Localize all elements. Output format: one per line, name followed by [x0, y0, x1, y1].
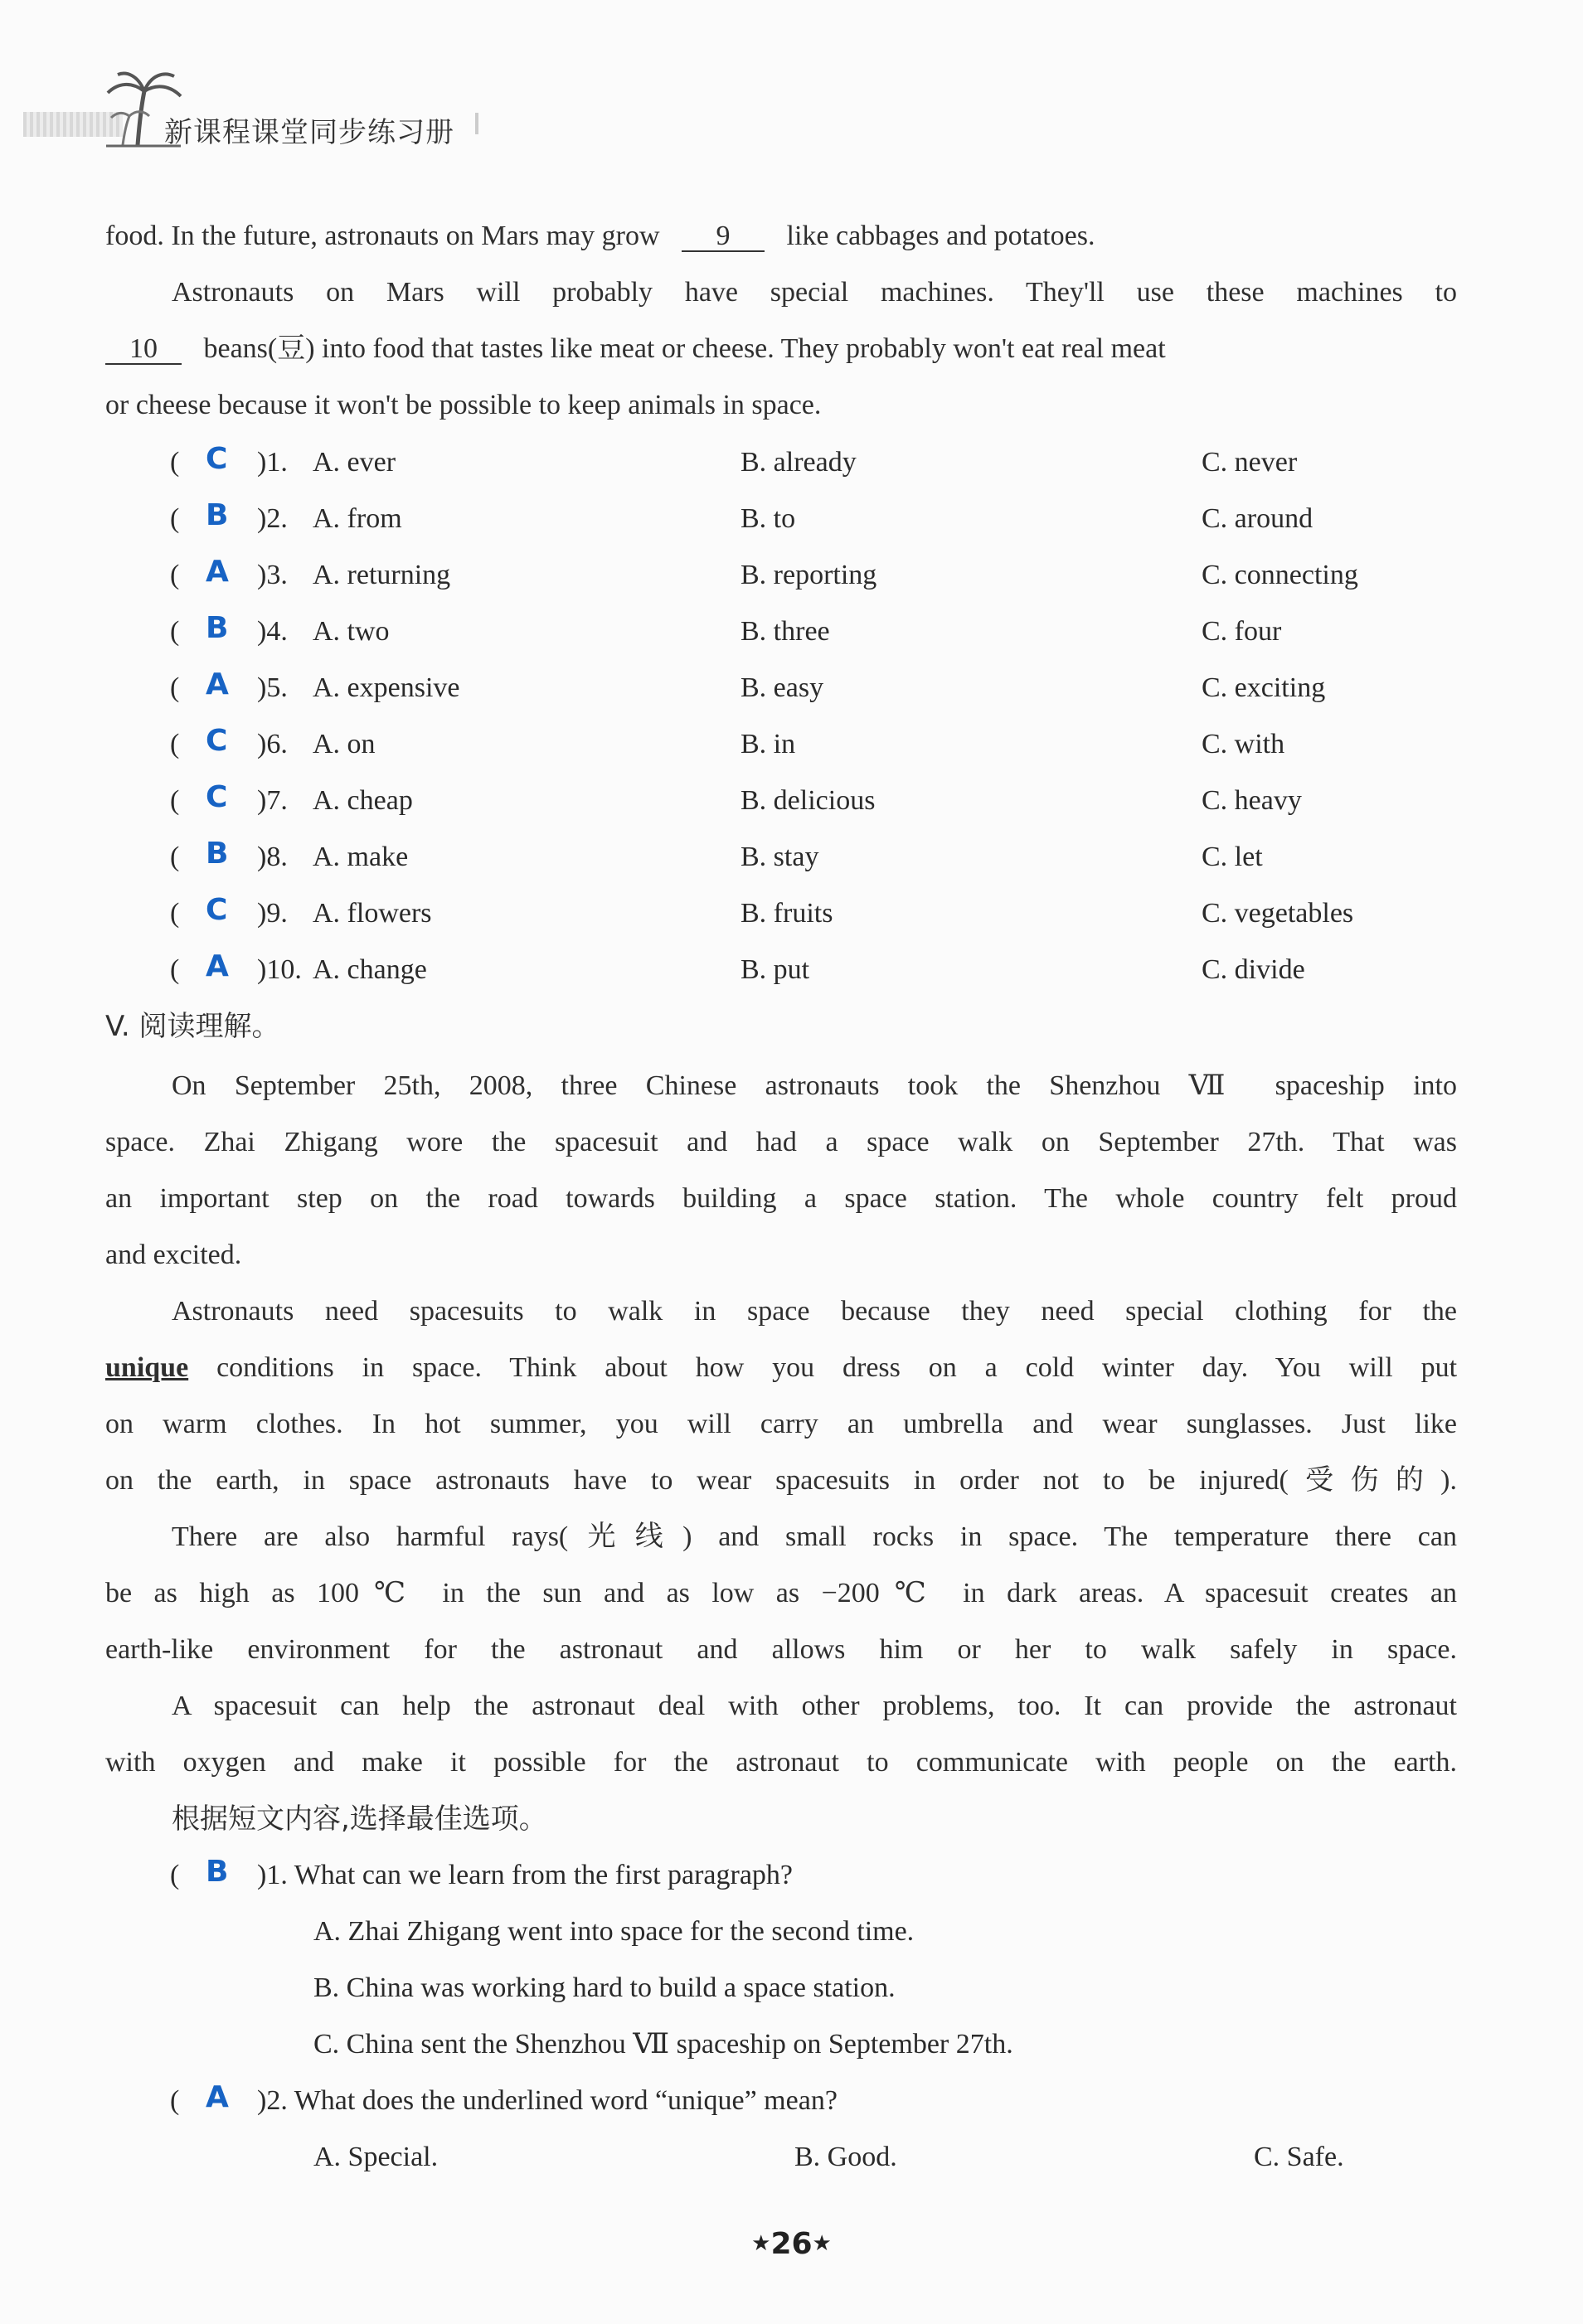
cloze-blank-9: 9	[682, 222, 765, 252]
passage-line: on the earth, in space astronauts have to wear spacesuits in order not to be injured(受伤的).	[105, 1465, 1457, 1496]
option-a: A. on	[313, 729, 376, 759]
option-a: A. expensive	[313, 672, 460, 703]
option-c: C. vegetables	[1202, 898, 1354, 929]
option-c: C. around	[1202, 503, 1314, 534]
passage-line: on warm clothes. In hot summer, you will carry an umbrella and wear sunglasses. Just like	[105, 1409, 1457, 1439]
passage-text: like cabbages and potatoes.	[786, 221, 1095, 251]
choice-b: B. China was working hard to build a space station.	[313, 1972, 896, 2003]
question-number: )7.	[257, 785, 288, 816]
answer-mark: C	[206, 780, 228, 814]
choice-c: C. China sent the Shenzhou Ⅶ spaceship on September 27th.	[313, 2029, 1013, 2060]
passage-line: an important step on the road towards building a space station. The whole country felt proud	[105, 1183, 1457, 1214]
passage-line: space. Zhai Zhigang wore the spacesuit and had a space walk on September 27th. That was	[105, 1127, 1457, 1157]
page-header	[23, 66, 521, 149]
option-a: A. ever	[313, 447, 396, 478]
passage-text: conditions in space. Think about how you dress on a cold winter day. You will put	[216, 1352, 1457, 1383]
option-c: C. with	[1202, 729, 1285, 759]
question-number: )2.	[257, 503, 288, 534]
passage-line	[105, 1351, 1457, 1385]
passage-line: be as high as 100℃ in the sun and as low as −200℃ in dark areas. A spacesuit creates an	[105, 1578, 1457, 1608]
book-title: 新课程课堂同步练习册	[164, 116, 454, 149]
cloze-option-row: ( C )1. A. ever B. already C. never	[170, 444, 1439, 481]
passage-line	[105, 220, 1457, 253]
answer-mark: A	[206, 2080, 229, 2114]
cloze-option-row: ( A )5. A. expensive B. easy C. exciting	[170, 670, 1439, 706]
reading-instruction: 根据短文内容,选择最佳选项。	[172, 1802, 547, 1836]
option-a: A. cheap	[313, 785, 413, 816]
page-number	[0, 2227, 1583, 2261]
cloze-option-row: ( B )4. A. two B. three C. four	[170, 614, 1439, 650]
cloze-option-row: ( A )10. A. change B. put C. divide	[170, 952, 1439, 988]
option-a: A. two	[313, 616, 390, 647]
passage-line: A spacesuit can help the astronaut deal with other problems, too. It can provide the astronaut	[172, 1691, 1457, 1721]
option-a: A. change	[313, 954, 427, 985]
option-a: A. flowers	[313, 898, 432, 929]
answer-mark: A	[206, 555, 229, 589]
option-c: C. let	[1202, 842, 1263, 872]
passage-line: with oxygen and make it possible for the astronaut to communicate with people on the earth.	[105, 1747, 1457, 1778]
page-number-value: 26	[770, 2227, 813, 2261]
option-a: A. returning	[313, 560, 451, 590]
option-b: B. reporting	[741, 560, 877, 590]
question-number: )1.	[257, 447, 288, 478]
question-number: )6.	[257, 729, 288, 759]
question-number: )9.	[257, 898, 288, 929]
passage-line: or cheese because it won't be possible to keep animals in space.	[105, 390, 822, 420]
question-text: )2. What does the underlined word “unique” mean?	[257, 2085, 838, 2116]
cloze-option-row: ( B )2. A. from B. to C. around	[170, 501, 1439, 537]
question-number: )4.	[257, 616, 288, 647]
option-a: A. from	[313, 503, 402, 534]
option-b: B. stay	[741, 842, 819, 872]
option-c: C. connecting	[1202, 560, 1358, 590]
cloze-blank-10: 10	[105, 335, 182, 365]
answer-mark: B	[206, 611, 229, 645]
option-b: B. fruits	[741, 898, 833, 929]
option-c: C. heavy	[1202, 785, 1302, 816]
option-b: B. put	[741, 954, 810, 985]
choice-c: C. Safe.	[1254, 2142, 1344, 2172]
option-b: B. already	[741, 447, 857, 478]
cloze-option-row: ( C )9. A. flowers B. fruits C. vegetables	[170, 895, 1439, 932]
option-b: B. in	[741, 729, 796, 759]
cloze-option-row: ( A )3. A. returning B. reporting C. connecting	[170, 557, 1439, 594]
cloze-option-row: ( B )8. A. make B. stay C. let	[170, 839, 1439, 876]
star-icon: ★	[812, 2231, 832, 2256]
passage-line	[105, 332, 1457, 366]
answer-mark: A	[206, 667, 229, 701]
answer-mark: B	[206, 498, 229, 532]
answer-mark: C	[206, 893, 228, 927]
choice-a: A. Special.	[313, 2142, 439, 2172]
option-a: A. make	[313, 842, 409, 872]
passage-line: earth-like environment for the astronaut and allows him or her to walk safely in space.	[105, 1634, 1457, 1665]
choice-b: B. Good.	[794, 2142, 897, 2172]
option-c: C. never	[1202, 447, 1298, 478]
passage-text: beans(豆) into food that tastes like meat or cheese. They probably won't eat real meat	[203, 333, 1166, 364]
question-row: ( A )2. What does the underlined word “unique” mean?	[170, 2083, 1439, 2119]
passage-line: Astronauts on Mars will probably have special machines. They'll use these machines to	[172, 277, 1457, 308]
option-b: B. to	[741, 503, 796, 534]
passage-line: Astronauts need spacesuits to walk in space because they need special clothing for the	[172, 1296, 1457, 1327]
choice-a: A. Zhai Zhigang went into space for the second time.	[313, 1916, 915, 1947]
star-icon: ★	[751, 2231, 771, 2256]
answer-mark: B	[206, 1855, 229, 1889]
underlined-word-unique: unique	[105, 1352, 189, 1383]
question-number: )3.	[257, 560, 288, 590]
passage-text: food. In the future, astronauts on Mars may grow	[105, 221, 660, 251]
passage-line: There are also harmful rays(光线) and small rocks in space. The temperature there can	[172, 1521, 1457, 1552]
answer-mark: C	[206, 724, 228, 758]
question-number: )8.	[257, 842, 288, 872]
question-row: ( B )1. What can we learn from the first paragraph?	[170, 1857, 1439, 1894]
option-b: B. easy	[741, 672, 824, 703]
passage-line: and excited.	[105, 1240, 242, 1270]
answer-mark: C	[206, 442, 228, 476]
answer-mark: B	[206, 837, 229, 871]
cloze-option-row: ( C )7. A. cheap B. delicious C. heavy	[170, 783, 1439, 819]
option-b: B. three	[741, 616, 830, 647]
header-divider	[475, 113, 478, 134]
cloze-option-row: ( C )6. A. on B. in C. with	[170, 726, 1439, 763]
question-number: )10.	[257, 954, 302, 985]
question-text: )1. What can we learn from the first paragraph?	[257, 1860, 794, 1890]
option-c: C. four	[1202, 616, 1282, 647]
passage-line: On September 25th, 2008, three Chinese astronauts took the Shenzhou Ⅶ spaceship into	[172, 1070, 1457, 1101]
answer-mark: A	[206, 949, 229, 983]
option-c: C. divide	[1202, 954, 1305, 985]
section-title: V. 阅读理解。	[105, 1010, 280, 1043]
question-number: )5.	[257, 672, 288, 703]
option-c: C. exciting	[1202, 672, 1326, 703]
option-b: B. delicious	[741, 785, 876, 816]
